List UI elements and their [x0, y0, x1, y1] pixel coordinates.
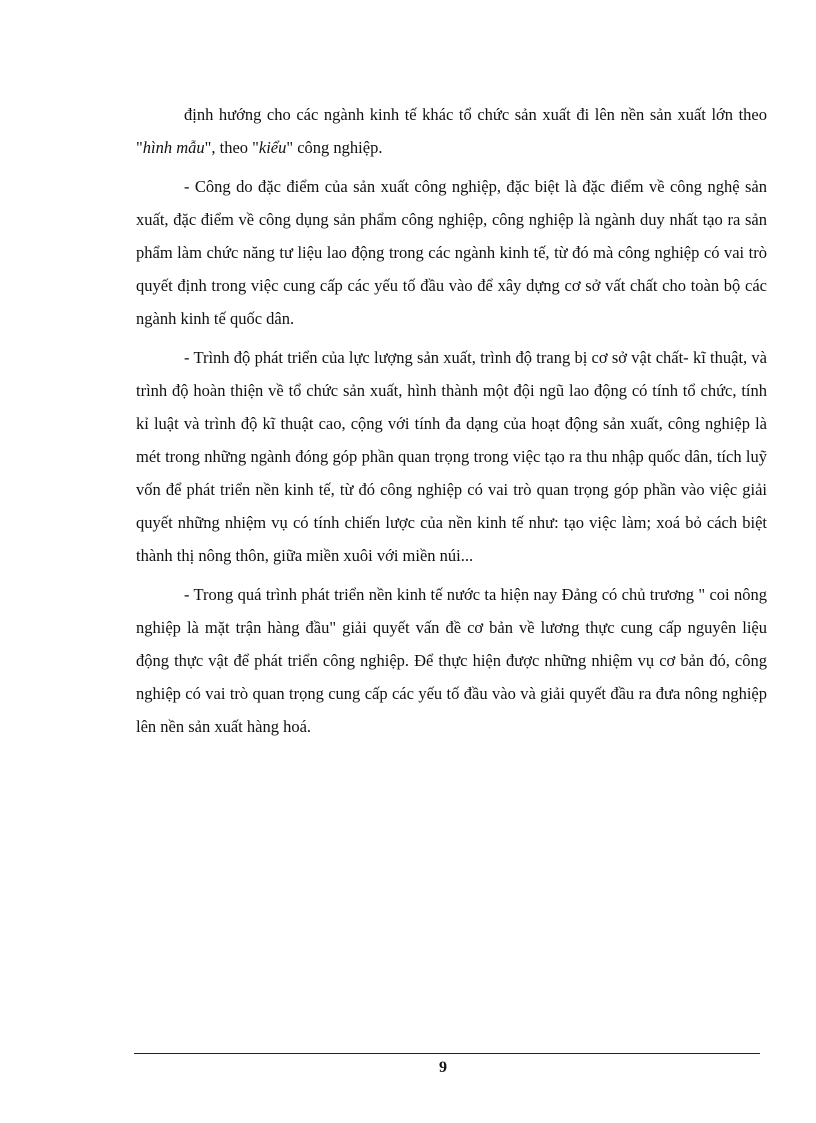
footer-divider [134, 1053, 760, 1054]
paragraph-3-text: - Trình độ phát triển của lực lượng sản xuất, trình độ trang bị cơ sở vật chất- kĩ thuật, và trình độ hoàn thiện về tổ chức sản xuất, hình thành một đội ngũ lao động có tính tổ chức, tính kỉ luật và trình độ kĩ thuật cao, cộng với tính đa dạng của hoạt động sản xuất, công nghiệp là mét trong những ngành đóng góp phần quan trọng trong việc tạo ra thu nhập quốc dân, tích luỹ vốn để phát triển nền kinh tế, từ đó công nghiệp có vai trò quan trọng góp phần vào việc giải quyết những nhiệm vụ có tính chiến lược của nền kinh tế như: tạo việc làm; xoá bỏ cách biệt thành thị nông thôn, giữa miền xuôi với miền núi... [136, 348, 767, 565]
document-body [136, 98, 767, 749]
paragraph-1-italic-kieu: kiểu [258, 138, 287, 157]
paragraph-1 [136, 98, 767, 164]
paragraph-4 [136, 578, 767, 743]
paragraph-2 [136, 170, 767, 335]
paragraph-4-text: - Trong quá trình phát triển nền kinh tế nước ta hiện nay Đảng có chủ trương " coi nông nghiệp là mặt trận hàng đầu" giải quyết vấn đề cơ bản về lương thực cung cấp nguyên liệu động thực vật để phát triển công nghiệp. Để thực hiện được những nhiệm vụ cơ bản đó, công nghiệp có vai trò quan trọng cung cấp các yếu tố đầu vào và giải quyết đầu ra đưa nông nghiệp lên nền sản xuất hàng hoá. [136, 585, 767, 736]
paragraph-2-text: - Công do đặc điểm của sản xuất công nghiệp, đặc biệt là đặc điểm về công nghệ sản xuất, đặc điểm về công dụng sản phẩm công nghiệp, công nghiệp là ngành duy nhất tạo ra sản phẩm làm chức năng tư liệu lao động trong các ngành kinh tế, từ đó mà công nghiệp có vai trò quyết định trong việc cung cấp các yếu tố đầu vào để xây dựng cơ sở vất chất cho toàn bộ các ngành kinh tế quốc dân. [136, 177, 767, 328]
paragraph-3 [136, 341, 767, 572]
paragraph-1-italic-hinh-mau: hình mẫu [142, 138, 205, 157]
paragraph-1-text-3: " công nghiệp. [286, 138, 383, 157]
paragraph-1-text-1: định hướng cho các ngành kinh tế khác tổ chức sản xuất đi lên nền sản xuất lớn theo " [136, 105, 767, 157]
paragraph-1-text-2: ", theo " [204, 138, 259, 157]
page-number: 9 [439, 1059, 447, 1076]
